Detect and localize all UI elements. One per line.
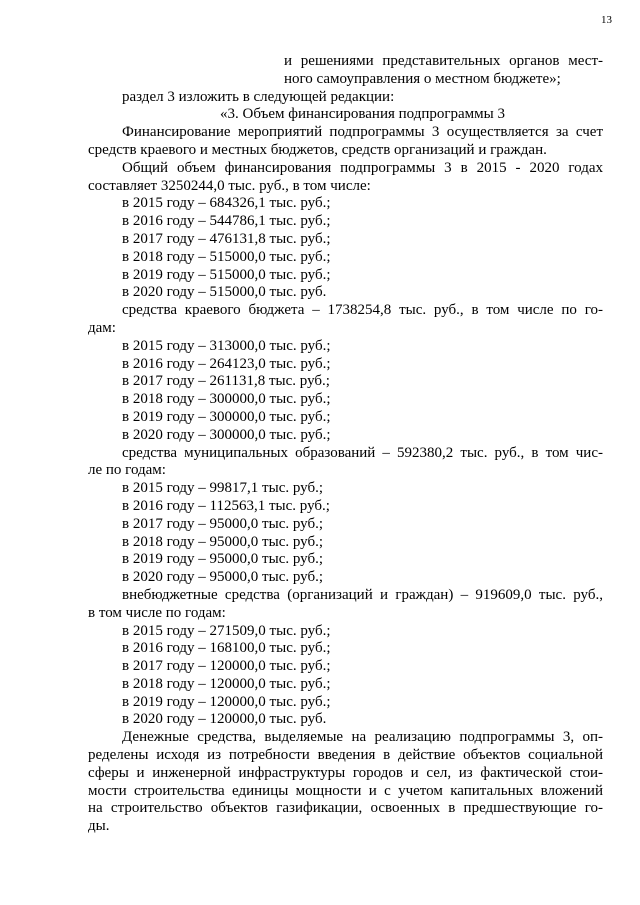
text-line: в 2020 году – 120000,0 тыс. руб. — [122, 711, 327, 728]
text-line: в 2020 году – 95000,0 тыс. руб.; — [122, 569, 324, 586]
text-line: ле по годам: — [88, 462, 166, 479]
text-line: и решениями представительных органов мест- — [284, 53, 603, 69]
text-line: в 2018 году – 95000,0 тыс. руб.; — [122, 533, 324, 550]
text-line: внебюджетные средства (организаций и граждан) – 919609,0 тыс. руб., — [122, 586, 603, 603]
text-line: в 2015 году – 99817,1 тыс. руб.; — [122, 480, 324, 497]
text-line: в 2017 году – 120000,0 тыс. руб.; — [122, 658, 331, 675]
text-line: в 2019 году – 95000,0 тыс. руб.; — [122, 551, 324, 568]
text-line: в 2017 году – 261131,8 тыс. руб.; — [122, 373, 330, 390]
text-line: мости строительства единицы мощности и с учетом капитальных вложений — [88, 782, 603, 799]
text-line: составляет 3250244,0 тыс. руб., в том числе: — [88, 177, 371, 194]
text-line: в 2019 году – 300000,0 тыс. руб.; — [122, 408, 331, 425]
text-line: ды. — [88, 818, 110, 835]
text-line: сферы и инженерной инфраструктуры городов и сел, из фактической стои- — [88, 764, 603, 781]
text-line: в 2016 году – 112563,1 тыс. руб.; — [122, 497, 330, 514]
text-line: дам: — [88, 319, 116, 336]
text-line: в 2020 году – 300000,0 тыс. руб.; — [122, 426, 331, 443]
text-line: ределены исходя из потребности введения в действие объектов социальной — [88, 747, 603, 764]
page-number: 13 — [601, 14, 612, 26]
text-line: Общий объем финансирования подпрограммы 3 в 2015 - 2020 годах — [122, 159, 603, 176]
text-line: Финансирование мероприятий подпрограммы 3 осуществляется за счет — [122, 124, 603, 141]
text-line: средств краевого и местных бюджетов, средств организаций и граждан. — [88, 141, 547, 158]
text-line: средства муниципальных образований – 592380,2 тыс. руб., в том чис- — [122, 444, 603, 461]
text-line: в 2015 году – 313000,0 тыс. руб.; — [122, 337, 331, 354]
text-line: в 2019 году – 515000,0 тыс. руб.; — [122, 266, 331, 283]
text-line: в 2016 году – 544786,1 тыс. руб.; — [122, 213, 331, 230]
text-line: «3. Объем финансирования подпрограммы 3 — [219, 106, 505, 123]
text-line: Денежные средства, выделяемые на реализацию подпрограммы 3, оп- — [122, 729, 603, 746]
text-line: в 2018 году – 300000,0 тыс. руб.; — [122, 391, 331, 408]
text-line: в 2016 году – 168100,0 тыс. руб.; — [122, 640, 331, 657]
text-line: в 2018 году – 120000,0 тыс. руб.; — [122, 675, 331, 692]
text-line: на строительство объектов газификации, освоенных в предшествующие го- — [88, 800, 603, 817]
text-line: в 2017 году – 476131,8 тыс. руб.; — [122, 230, 331, 247]
text-line: в 2019 году – 120000,0 тыс. руб.; — [122, 693, 331, 710]
text-line: ного самоуправления о местном бюджете»; — [284, 70, 561, 87]
text-line: в 2015 году – 271509,0 тыс. руб.; — [122, 622, 331, 639]
text-line: в 2018 году – 515000,0 тыс. руб.; — [122, 248, 331, 265]
text-line: в том числе по годам: — [88, 604, 226, 621]
text-line: в 2020 году – 515000,0 тыс. руб. — [122, 284, 327, 301]
text-line: раздел 3 изложить в следующей редакции: — [122, 88, 395, 105]
text-line: в 2015 году – 684326,1 тыс. руб.; — [122, 195, 331, 212]
text-line: в 2017 году – 95000,0 тыс. руб.; — [122, 515, 324, 532]
document-body — [88, 53, 603, 836]
text-line: в 2016 году – 264123,0 тыс. руб.; — [122, 355, 331, 372]
text-line: средства краевого бюджета – 1738254,8 тыс. руб., в том числе по го- — [122, 302, 603, 319]
